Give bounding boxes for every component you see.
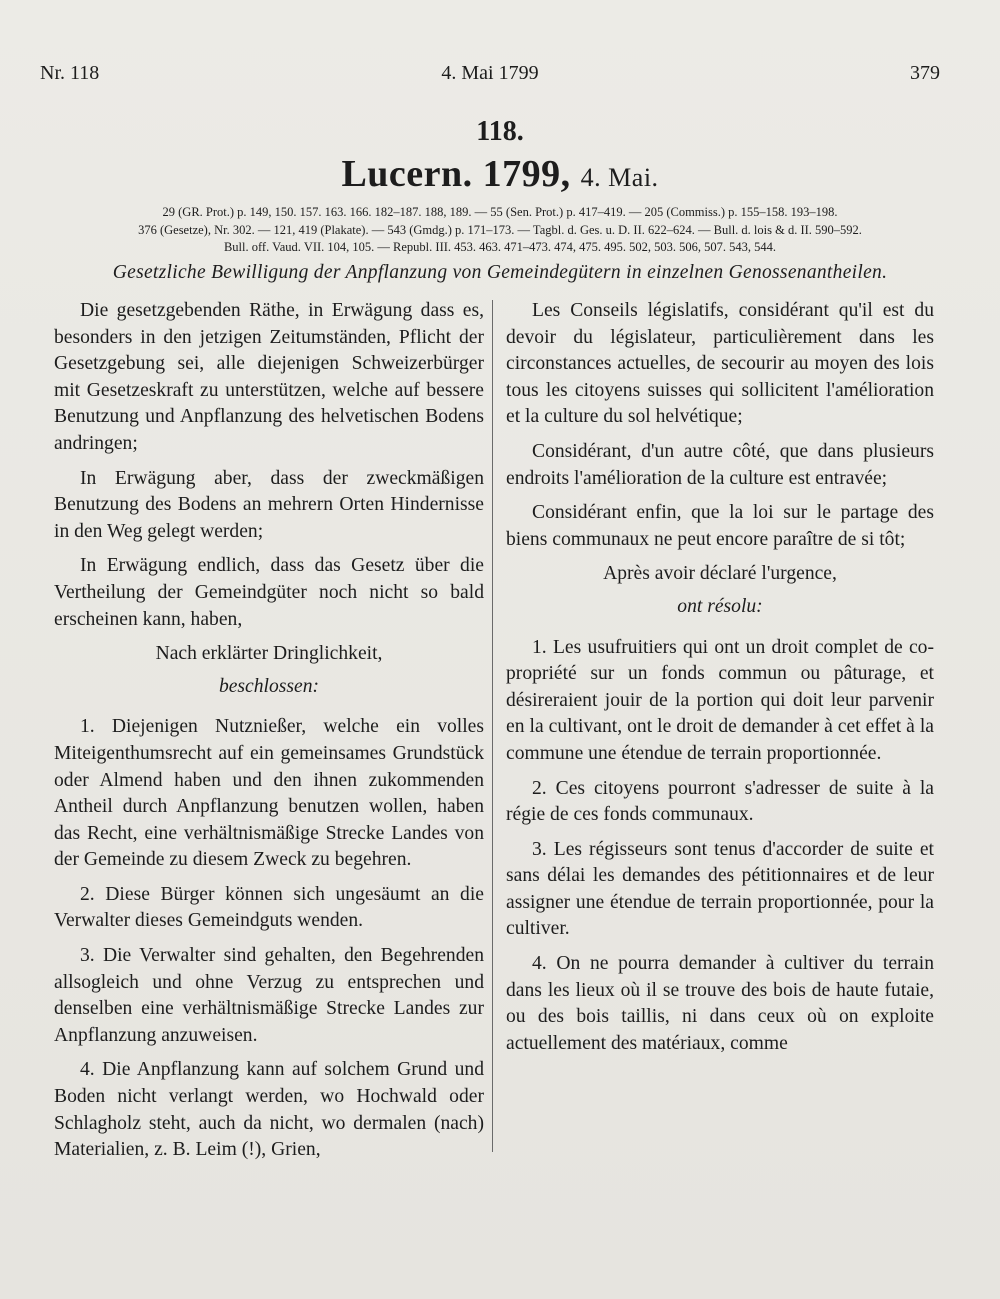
column-divider [492,300,493,1152]
title-place: Lucern. 1799, [341,153,571,195]
source-references [56,204,944,257]
german-article-2: 2. Diese Bürger können sich ungesäumt an die Verwalter dieses Gemeindguts wenden. [54,883,484,932]
header-doc-number: Nr. 118 [40,62,100,84]
german-preamble-1: Die gesetzgebenden Räthe, in Erwägung dass es, besonders in den jetzigen Zeitumständen, Pflicht der Gesetzgebung sei, alle diejenigen Schweizerbürger mit Gesetzeskraft zu unterstützen, welche auf bessere Benutzung und Anpflanzung des helvetischen Bodens andringen; [54,300,484,454]
reference-line: 376 (Gesetze), Nr. 302. — 121, 419 (Plakate). — 543 (Gmdg.) p. 171–173. — Tagbl. d. Ges. u. D. II. 622–624. — Bull. d. lois & d. II. 590–592. [138,222,862,237]
french-preamble-1: Les Conseils législatifs, considérant qu'il est du devoir du législateur, particulièrement dans les circonstances actuelles, de secourir au moyen des lois tous les citoyens suisses qui sollicitent l'amélioration et la culture du sol helvétique; [506,300,934,428]
french-urgency: Après avoir déclaré l'urgence, [603,563,837,585]
french-article-2: 2. Ces citoyens pourront s'adresser de suite à la régie de ces fonds communaux. [506,777,934,826]
french-resolved: ont résolu: [677,595,763,617]
french-column [506,298,934,1065]
title-date: 4. Mai. [580,163,659,192]
german-article-4: 4. Die Anpflanzung kann auf solchem Grund und Boden nicht verlangt werden, wo Hochwald oder Schlagholz steht, auch da nicht, wo dermalen (nach) Materialien, z. B. Leim (!), Grien, [54,1059,484,1161]
french-article-1: 1. Les usufruitiers qui ont un droit complet de co-propriété sur un fonds commun ou pâturage, et désireraient jouir de la portion qui doit leur parvenir en la cultivant, ont le droit de demander à cet effet à la commune une étendue de terrain proportionnée. [506,636,934,764]
french-preamble-2: Considérant, d'un autre côté, que dans plusieurs endroits l'amélioration de la culture est entravée; [506,440,934,489]
german-urgency: Nach erklärter Dringlichkeit, [155,643,383,665]
document-subtitle: Gesetzliche Bewilligung der Anpflanzung von Gemeindegütern in einzelnen Genossenantheilen. [112,262,888,283]
german-preamble-2: In Erwägung aber, dass der zweckmäßigen Benutzung des Bodens an mehrern Orten Hindernisse in den Weg gelegt werden; [54,467,484,542]
german-column [54,298,484,1172]
reference-line: Bull. off. Vaud. VII. 104, 105. — Republ. III. 453. 463. 471–473. 474, 475. 495. 502, 503. 506, 507. 543, 544. [223,240,777,254]
header-date: 4. Mai 1799 [441,62,539,84]
french-preamble-3: Considérant enfin, que la loi sur le partage des biens communaux ne peut encore paraître de si tôt; [506,502,934,550]
running-head [40,62,940,88]
document-title [0,152,1000,196]
german-article-1: 1. Diejenigen Nutznießer, welche ein volles Miteigenthumsrecht auf ein gemeinsames Grundstück oder Almend haben und den ihnen zukommenden Antheil durch Anpflanzung benutzen wollen, haben das Recht, eine verhältnismäßige Strecke Landes von der Gemeinde zu diesem Zweck zu begehren. [54,716,484,871]
document-number: 118. [476,116,524,147]
reference-line: 29 (GR. Prot.) p. 149, 150. 157. 163. 166. 182–187. 188, 189. — 55 (Sen. Prot.) p. 417–419. — 205 (Commiss.) p. 155–158. 193–198. [162,205,838,219]
french-article-3: 3. Les régisseurs sont tenus d'accorder de suite et sans délai les demandes des pétitionnaires et de leur assigner une étendue de terrain proportionnée, pour la cultiver. [506,838,934,940]
german-preamble-3: In Erwägung endlich, dass das Gesetz über die Vertheilung der Gemeindgüter noch nicht so bald erscheinen kann, haben, [54,555,484,630]
french-article-4: 4. On ne pourra demander à cultiver du terrain dans les lieux où il se trouve des bois de haute futaie, ou des bois taillis, ni dans ceux où on exploite actuellement des matériaux, comme [506,953,934,1054]
german-resolved: beschlossen: [218,675,320,697]
german-article-3: 3. Die Verwalter sind gehalten, den Begehrenden allsogleich und ohne Verzug zu entsprechen und denselben eine verhältnismäßige Strecke Landes zur Anpflanzung anzuweisen. [54,945,484,1046]
page-number: 379 [910,62,940,84]
